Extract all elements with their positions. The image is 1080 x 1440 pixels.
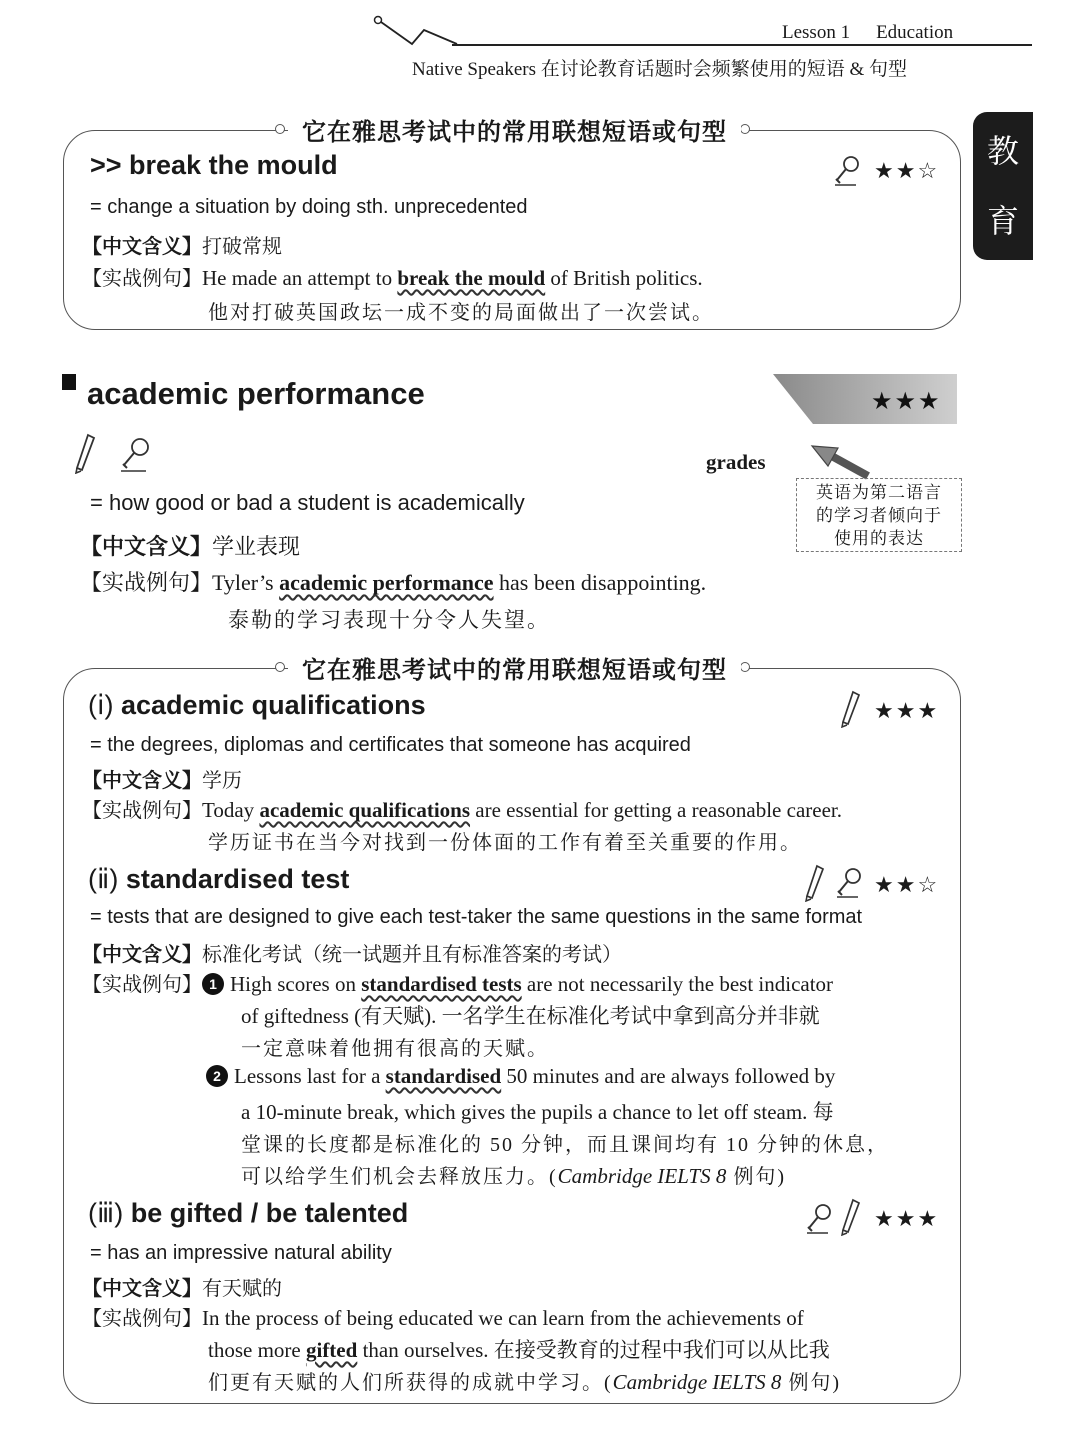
item1-stars: ★★★ [874,698,940,723]
note-line-2: 的学习者倾向于 [816,506,942,525]
ex-label: 【实战例句】 [80,570,213,595]
example-pre: Today [202,798,260,822]
item2-example2-line3: 堂课的长度都是标准化的 50 分钟，而且课间均有 10 分钟的休息， [241,1134,889,1156]
item3-example-line2 [208,1334,830,1364]
note-line-3: 使用的表达 [834,529,924,548]
example-pre: High scores on [230,972,362,996]
header-swoosh [372,14,462,48]
chapter-tab[interactable] [973,112,1033,260]
cn-meaning: 打破常规 [202,236,282,258]
speaking-icon [834,866,864,900]
main-term: academic performance [87,376,425,411]
lesson-number: Lesson 1 [782,22,851,43]
cn-meaning: 有天赋的 [202,1278,282,1300]
example-key: academic performance [279,570,494,595]
alternative-word: grades [706,450,766,474]
item2-example1-line3: 一定意味着他拥有很高的天赋。 [241,1038,549,1060]
cn-meaning: 学业表现 [212,534,301,559]
cn-meaning: 标准化考试（统一试题并且有标准答案的考试） [202,944,622,966]
example-post: has been disappointing. [493,570,707,595]
item2-term: standardised test [125,864,350,894]
item3-example-row [82,1302,804,1331]
cn-label: 【中文含义】 [82,1278,202,1300]
line-pre: 可以给学生们机会去释放压力。( [241,1166,558,1188]
item3-cn-row [82,1272,282,1301]
example-post: are not necessarily the best indicator [521,972,834,996]
main-cn-row [80,530,300,561]
arrow-icon [808,444,872,480]
writing-icon [804,864,826,902]
line-post: 例句) [781,1372,842,1394]
writing-icon [840,1198,862,1236]
example-key: standardised tests [361,972,522,996]
main-translation: 泰勒的学习表现十分令人失望。 [228,608,550,632]
item2-example2-line2: a 10-minute break, which gives the pupils a chance to let off steam. 每 [241,1100,834,1124]
item2-example1-row [82,968,833,997]
chapter-tab-char1: 教 [986,133,1019,169]
box1-stars: ★★☆ [874,158,940,183]
esl-note [796,478,962,552]
title-bullet-left [275,662,285,672]
speaking-icon [832,154,862,188]
item3-term: be gifted / be talented [130,1198,409,1228]
item1-term-row [88,690,426,721]
title-bullet-right [740,662,750,672]
entry-marker [62,374,76,390]
item2-definition: = tests that are designed to give each test-taker the same questions in the same format [90,906,863,928]
line-post: 例句) [726,1166,787,1188]
main-stars: ★★★ [871,389,942,415]
title-bullet-left [275,124,285,134]
item1-cn-row [82,764,242,793]
example-pre: Tyler’s [212,570,280,595]
box1-cn-row [82,230,282,259]
lesson-topic: Education [876,22,954,43]
example-pre: those more [208,1338,306,1362]
example-key: academic qualifications [259,798,471,822]
header-subtitle: Native Speakers 在讨论教育话题时会频繁使用的短语 & 句型 [412,59,908,80]
item2-number: (ⅱ) [88,864,119,894]
box1-example-row [82,262,703,291]
cn-label: 【中文含义】 [82,236,202,258]
item1-definition: = the degrees, diplomas and certificates that someone has acquired [90,734,691,756]
example-key: gifted [305,1338,358,1362]
chapter-tab-char2: 育 [986,203,1019,239]
item1-example-row [82,794,842,823]
box1-term: >> break the mould [90,150,338,180]
writing-icon [840,690,862,728]
note-line-1: 英语为第二语言 [816,483,942,502]
example-number-2: 2 [206,1065,228,1087]
cn-meaning: 学历 [202,770,242,792]
writing-icon [72,432,98,474]
example-post: of British politics. [545,266,703,290]
item3-example-line3 [208,1366,841,1395]
main-example-row [80,566,706,597]
cn-label: 【中文含义】 [80,534,213,559]
title-bullet-right [740,124,750,134]
item1-number: (ⅰ) [88,690,114,720]
box1-translation: 他对打破英国政坛一成不变的局面做出了一次尝试。 [208,302,714,324]
box1-definition: = change a situation by doing sth. unprecedented [90,196,528,218]
header-rule [452,44,1032,46]
ex-label: 【实战例句】 [82,268,202,290]
box2-title: 它在雅思考试中的常用联想短语或句型 [288,650,741,685]
speaking-icon [118,436,152,474]
speaking-icon [804,1202,834,1236]
ex-label: 【实战例句】 [82,1308,202,1330]
item2-cn-row [82,938,622,967]
example-post: 50 minutes and are always followed by [501,1064,836,1088]
main-rating-banner [773,374,957,424]
example-line1: In the process of being educated we can learn from the achievements of [202,1306,804,1330]
example-key: standardised [385,1064,502,1088]
item1-term: academic qualifications [121,690,426,720]
example-post: are essential for getting a reasonable career. [470,798,842,822]
main-definition: = how good or bad a student is academically [90,490,525,515]
ex-label: 【实战例句】 [82,974,202,996]
item2-term-row [88,864,349,895]
example-pre: He made an attempt to [202,266,398,290]
item2-example1-line2: of giftedness (有天赋). 一名学生在标准化考试中拿到高分并非就 [241,1004,820,1028]
item3-number: (ⅲ) [88,1198,124,1228]
item1-translation: 学历证书在当今对找到一份体面的工作有着至关重要的作用。 [208,832,802,854]
cn-label: 【中文含义】 [82,944,202,966]
item2-example2-row [206,1064,835,1089]
example-key: break the mould [397,266,546,290]
cn-label: 【中文含义】 [82,770,202,792]
item2-stars: ★★☆ [874,872,940,897]
source-title: Cambridge IELTS 8 [557,1164,727,1188]
item3-term-row [88,1198,408,1229]
header-lesson [782,22,979,44]
line-pre: 们更有天赋的人们所获得的成就中学习。( [208,1372,613,1394]
example-post: than ourselves. 在接受教育的过程中我们可以从比我 [357,1338,830,1362]
item3-stars: ★★★ [874,1206,940,1231]
source-title: Cambridge IELTS 8 [612,1370,782,1394]
example-pre: Lessons last for a [234,1064,386,1088]
item2-example2-line4 [241,1160,786,1189]
item3-definition: = has an impressive natural ability [90,1242,392,1264]
ex-label: 【实战例句】 [82,800,202,822]
box1-title: 它在雅思考试中的常用联想短语或句型 [288,112,741,147]
example-number-1: 1 [202,973,224,995]
